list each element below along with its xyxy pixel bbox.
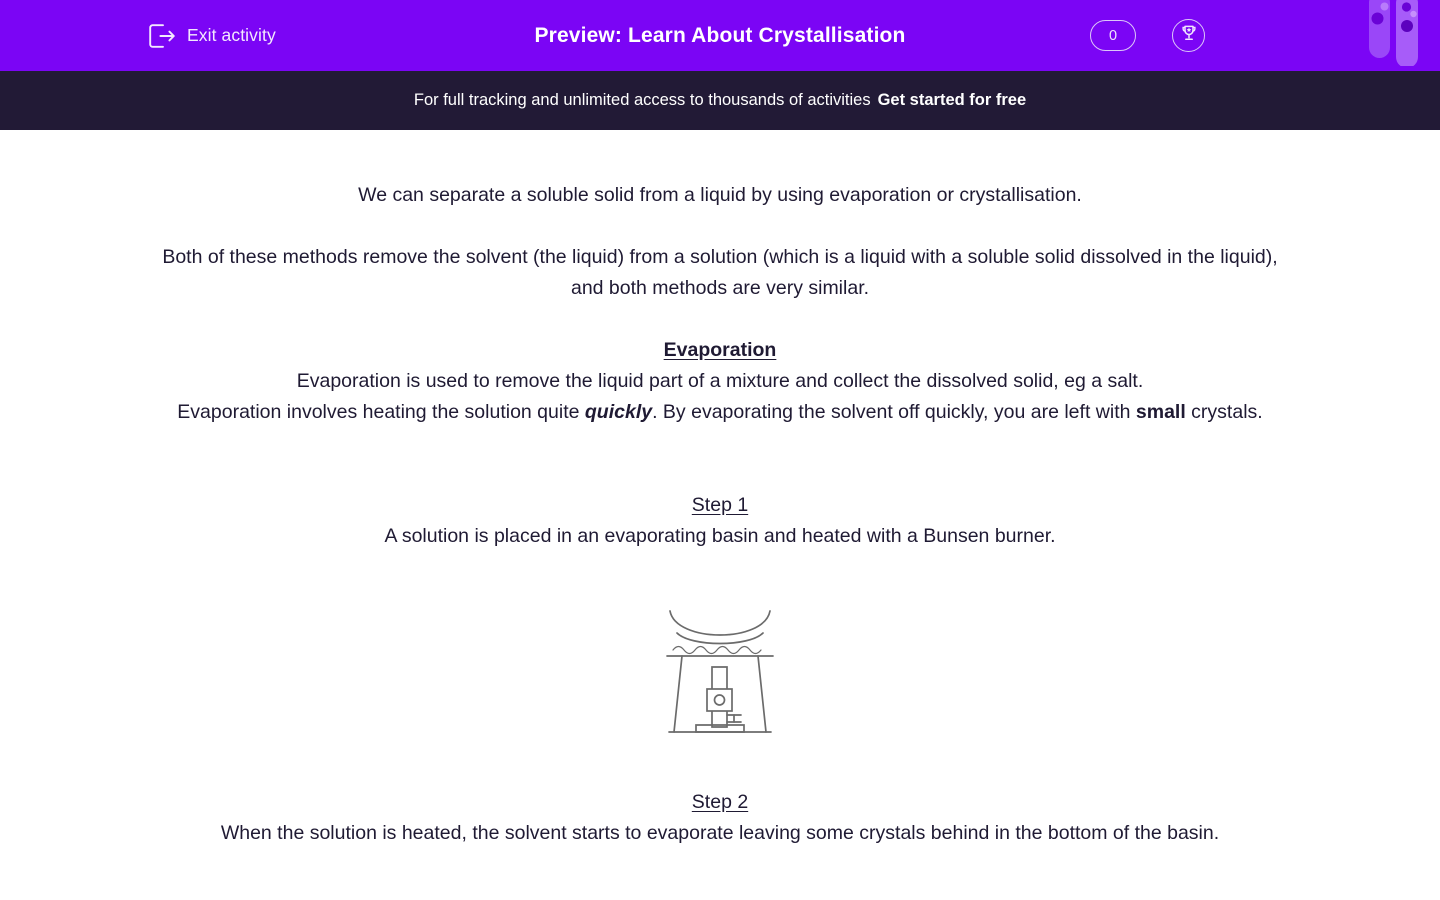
get-started-link[interactable]: Get started for free (877, 91, 1027, 109)
promo-message: For full tracking and unlimited access to thousands of activities (413, 91, 871, 109)
evaporation-heading: Evaporation (663, 339, 777, 361)
spacer (0, 304, 1440, 335)
intro-paragraph: We can separate a soluble solid from a liquid by using evaporation or crystallisation. (358, 184, 1082, 206)
exit-activity-label: Exit activity (187, 25, 276, 45)
bunsen-burner-tripod-diagram (0, 605, 1440, 742)
app-header (0, 0, 1440, 71)
evaporation-emphasis-quickly: quickly (584, 401, 653, 423)
achievements-button[interactable] (1172, 19, 1205, 52)
spacer (0, 459, 1440, 490)
promo-banner (0, 71, 1440, 130)
step-1-heading: Step 1 (691, 494, 749, 516)
exit-activity-button[interactable] (148, 0, 276, 71)
methods-paragraph: Both of these methods remove the solvent (the liquid) from a solution (which is a liquid with a soluble solid dissolved in the liquid), and both methods are very similar. (162, 246, 1278, 299)
score-value: 0 (1108, 27, 1118, 44)
step-1-text: A solution is placed in an evaporating basin and heated with a Bunsen burner. (384, 525, 1056, 547)
page-title: Preview: Learn About Crystallisation (534, 23, 906, 47)
evaporation-line-2-part-3: crystals. (1185, 401, 1263, 423)
evaporation-line-2-part-2: . By evaporating the solvent off quickly, you are left with (652, 401, 1136, 423)
step-2-text: When the solution is heated, the solvent starts to evaporate leaving some crystals behind in the bottom of the basin. (220, 822, 1220, 844)
exit-arrow-icon (148, 23, 176, 49)
score-badge[interactable] (1090, 20, 1136, 51)
activity-content (0, 130, 1440, 849)
step-2-heading: Step 2 (691, 791, 749, 813)
evaporation-line-2 (145, 397, 1295, 428)
test-tubes-icon (1365, 0, 1427, 66)
spacer (0, 428, 1440, 459)
evaporation-strong-small: small (1135, 401, 1186, 423)
evaporation-line-1: Evaporation is used to remove the liquid part of a mixture and collect the dissolved solid, eg a salt. (296, 370, 1144, 392)
evaporation-line-2-part-1: Evaporation involves heating the solution quite (177, 401, 585, 423)
trophy-icon (1179, 23, 1199, 48)
